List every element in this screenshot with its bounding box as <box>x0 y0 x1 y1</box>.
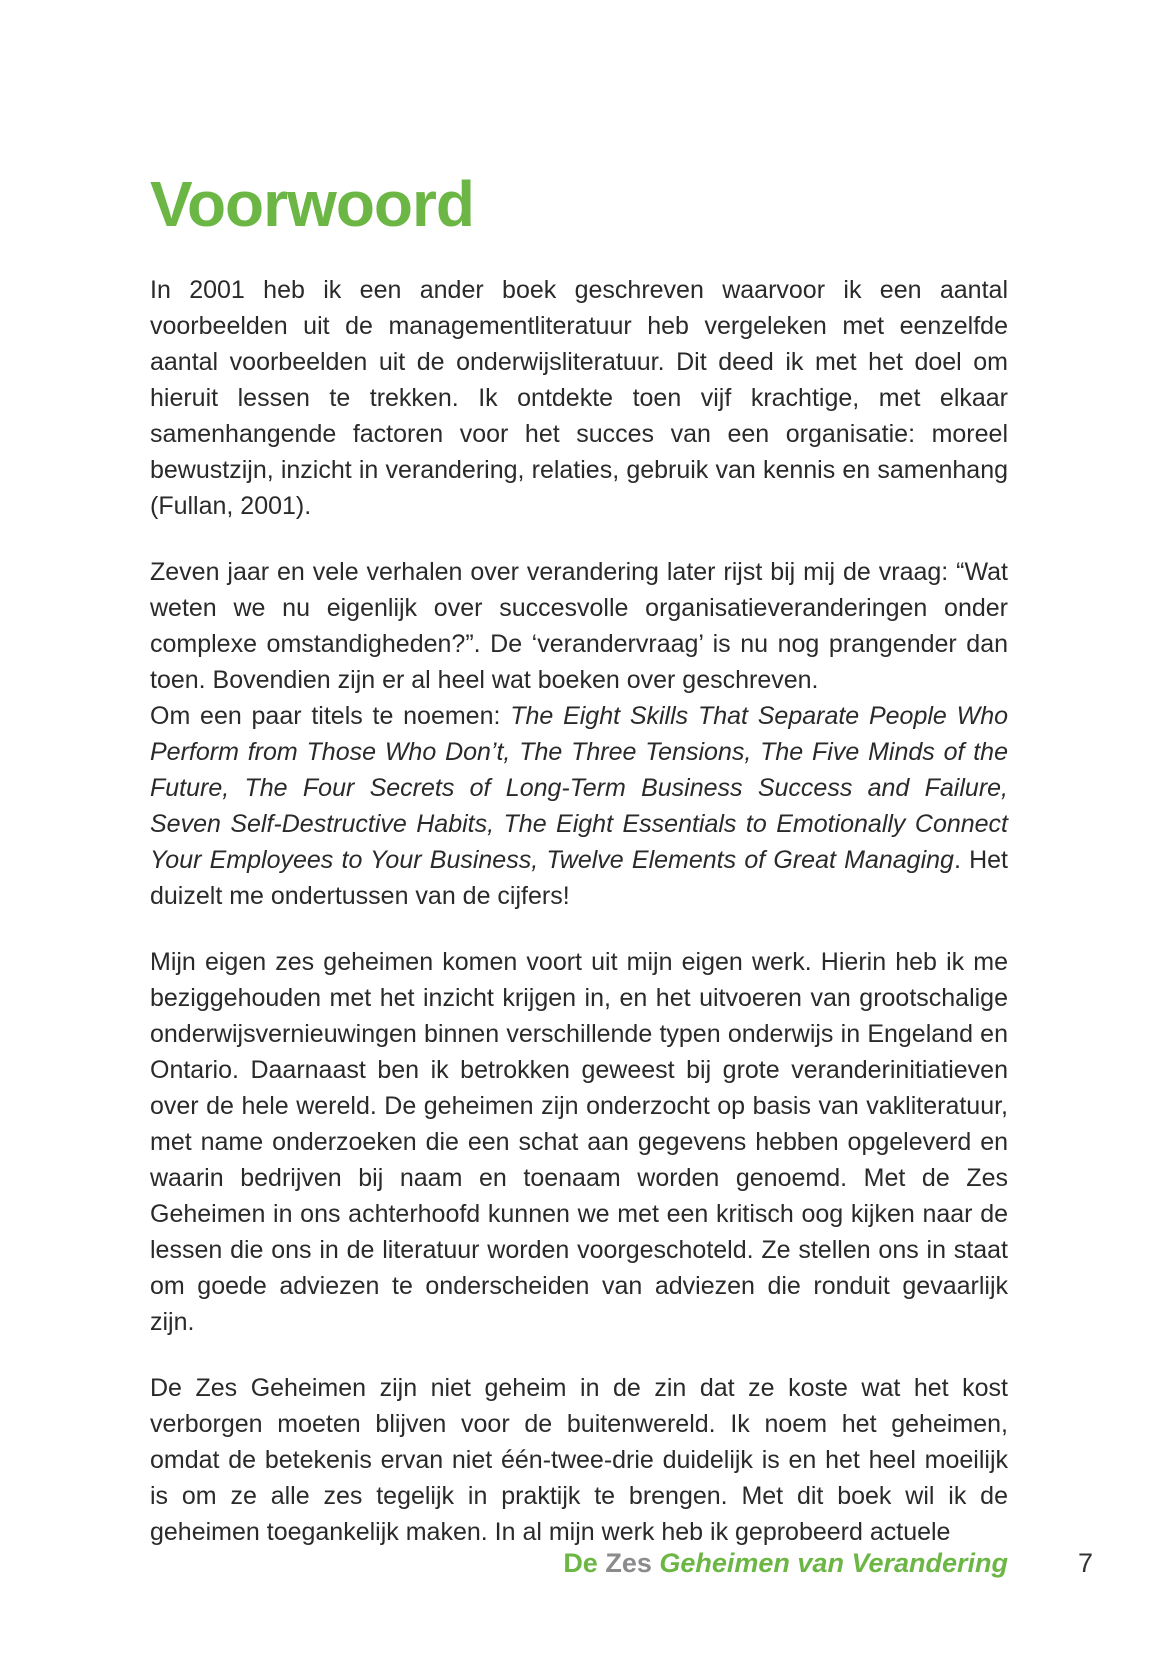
body-text <box>150 272 1008 1550</box>
text-segment: In 2001 heb ik een ander boek geschreven waarvoor ik een aantal voorbeelden uit de managementliteratuur heb vergeleken met eenzelfde aantal voorbeelden uit de onderwijsliteratuur. Dit deed ik met het doel om hieruit lessen te trekken. Ik ontdekte toen vijf krachtige, met elkaar samenhangende factoren voor het succes van een organisatie: moreel bewustzijn, inzicht in verandering, relaties, gebruik van kennis en samenhang (Fullan, 2001). <box>150 276 1008 520</box>
text-segment: Om een paar titels te noemen: <box>150 702 511 730</box>
chapter-title: Voorwoord <box>150 168 474 240</box>
text-segment: Zeven jaar en vele verhalen over verandering later rijst bij mij de vraag: “Wat weten we nu eigenlijk over succesvolle organisatieveranderingen onder complexe omstandigheden?”. De ‘verandervraag’ is nu nog prangender dan toen. Bovendien zijn er al heel wat boeken over geschreven. <box>150 558 1008 694</box>
paragraph <box>150 272 1008 524</box>
paragraph <box>150 944 1008 1340</box>
paragraph <box>150 698 1008 914</box>
footer-title-segment: De <box>563 1548 606 1578</box>
text-segment: Mijn eigen zes geheimen komen voort uit mijn eigen werk. Hierin heb ik me beziggehouden met het inzicht krijgen in, en het uitvoeren van grootschalige onderwijsvernieuwingen binnen verschillende typen onderwijs in Engeland en Ontario. Daarnaast ben ik betrokken geweest bij grote veranderinitiatieven over de hele wereld. De geheimen zijn onderzocht op basis van vakliteratuur, met name onderzoeken die een schat aan gegevens hebben opgeleverd en waarin bedrijven bij naam en toenaam worden genoemd. Met de Zes Geheimen in ons achterhoofd kunnen we met een kritisch oog kijken naar de lessen die ons in de literatuur worden voorgeschoteld. Ze stellen ons in staat om goede adviezen te onderscheiden van adviezen die ronduit gevaarlijk zijn. <box>150 948 1008 1336</box>
page-number: 7 <box>1077 1548 1093 1578</box>
paragraph <box>150 554 1008 698</box>
footer-title-segment: Geheimen van Verandering <box>659 1548 1008 1578</box>
paragraph <box>150 1370 1008 1550</box>
footer-title-segment: Zes <box>605 1548 660 1578</box>
text-segment: The Eight Skills That Separate People Who Perform from Those Who Don’t, The Three Tensions, The Five Minds of the Future, The Four Secrets of Long-Term Business Success and Failure, Seven Self-Destructive Habits, The Eight Essentials to Emotionally Connect Your Employees to Your Business, Twelve Elements of Great Managing <box>150 702 1008 874</box>
text-segment: De Zes Geheimen zijn niet geheim in de zin dat ze koste wat het kost verborgen moeten blijven voor de buitenwereld. Ik noem het geheimen, omdat de betekenis ervan niet één-twee-drie duidelijk is en het heel moeilijk is om ze alle zes tegelijk in praktijk te brengen. Met dit boek wil ik de geheimen toegankelijk maken. In al mijn werk heb ik geprobeerd actuele <box>150 1374 1008 1546</box>
text-segment: . Het duizelt me ondertussen van de cijfers! <box>150 846 1008 910</box>
page-footer <box>150 1548 1093 1579</box>
footer-book-title <box>150 1548 1008 1579</box>
